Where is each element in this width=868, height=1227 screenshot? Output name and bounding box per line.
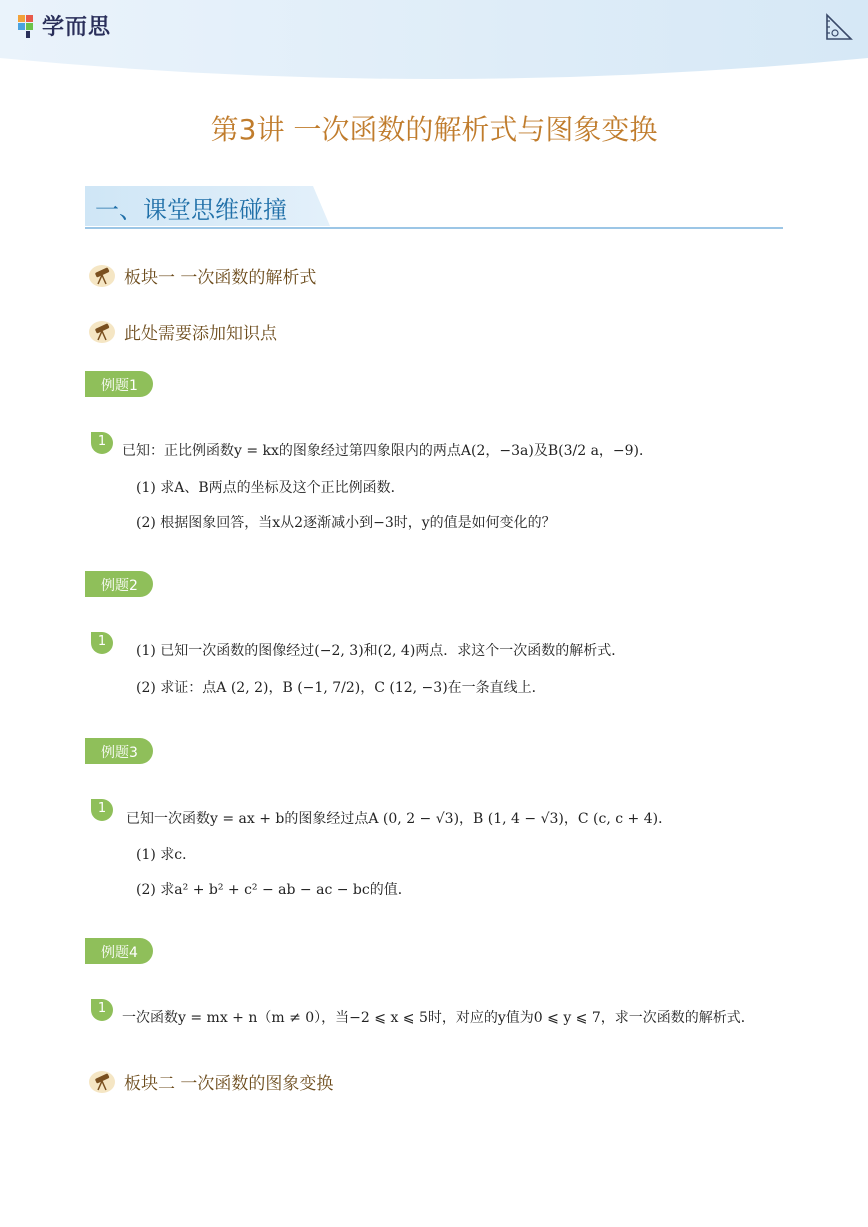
question-subpart: (1) 求A、B两点的坐标及这个正比例函数． <box>136 480 405 496</box>
telescope-icon <box>88 1068 116 1094</box>
module-label: 板块二 一次函数的图象变换 <box>124 1073 334 1094</box>
module-label: 板块一 一次函数的解析式 <box>124 267 317 288</box>
example-tag-label: 例题3 <box>101 745 138 761</box>
section-divider <box>85 227 783 229</box>
module-heading <box>88 1068 333 1094</box>
header-band <box>0 0 868 80</box>
question-subpart: (2) 根据图象回答，当x从2逐渐减小到−3时，y的值是如何变化的？ <box>136 515 556 531</box>
question-text: 已知：正比例函数y = kx的图象经过第四象限内的两点A(2，−3a)及B(3/2 a，−9)． <box>122 443 654 459</box>
module-heading <box>88 262 316 288</box>
example-tag <box>85 938 153 964</box>
example-tag-label: 例题1 <box>101 378 138 394</box>
question-number-badge: 1 <box>91 632 113 654</box>
question-text: 已知一次函数y = ax + b的图象经过点A (0, 2 − √3)，B (1, 4 − √3)，C (c, c + 4)． <box>126 811 673 827</box>
question-number-badge: 1 <box>91 432 113 454</box>
telescope-icon <box>88 318 116 344</box>
telescope-icon <box>88 262 116 288</box>
question-subpart: (2) 求证：点A (2, 2)，B (−1, 7/2)，C (12, −3)在一条直线上． <box>136 680 546 696</box>
question-subpart: (1) 求c． <box>136 847 197 863</box>
module-label: 此处需要添加知识点 <box>124 323 277 344</box>
brand-logo-text: 学而思 <box>42 15 112 40</box>
ruler-triangle-icon <box>824 12 854 42</box>
section-banner <box>85 186 783 230</box>
question-text: 一次函数y = mx + n（m ≠ 0），当−2 ⩽ x ⩽ 5时，对应的y值为0 ⩽ y ⩽ 7，求一次函数的解析式． <box>122 1010 755 1026</box>
header-wave <box>0 0 868 80</box>
module-heading <box>88 318 277 344</box>
example-tag <box>85 571 153 597</box>
section-title: 一、课堂思维碰撞 <box>95 196 287 224</box>
question-subpart: (2) 求a² + b² + c² − ab − ac − bc的值． <box>136 882 412 898</box>
brand-logo <box>16 10 111 41</box>
example-tag-label: 例题4 <box>101 945 138 961</box>
example-tag-label: 例题2 <box>101 578 138 594</box>
question-number-badge: 1 <box>91 999 113 1021</box>
example-tag <box>85 738 153 764</box>
brand-logo-icon <box>16 13 36 39</box>
question-number-badge: 1 <box>91 799 113 821</box>
question-subpart: (1) 已知一次函数的图像经过(−2, 3)和(2, 4)两点．求这个一次函数的解析式． <box>136 643 626 659</box>
example-tag <box>85 371 153 397</box>
page-title: 第3讲 一次函数的解析式与图象变换 <box>210 113 658 146</box>
